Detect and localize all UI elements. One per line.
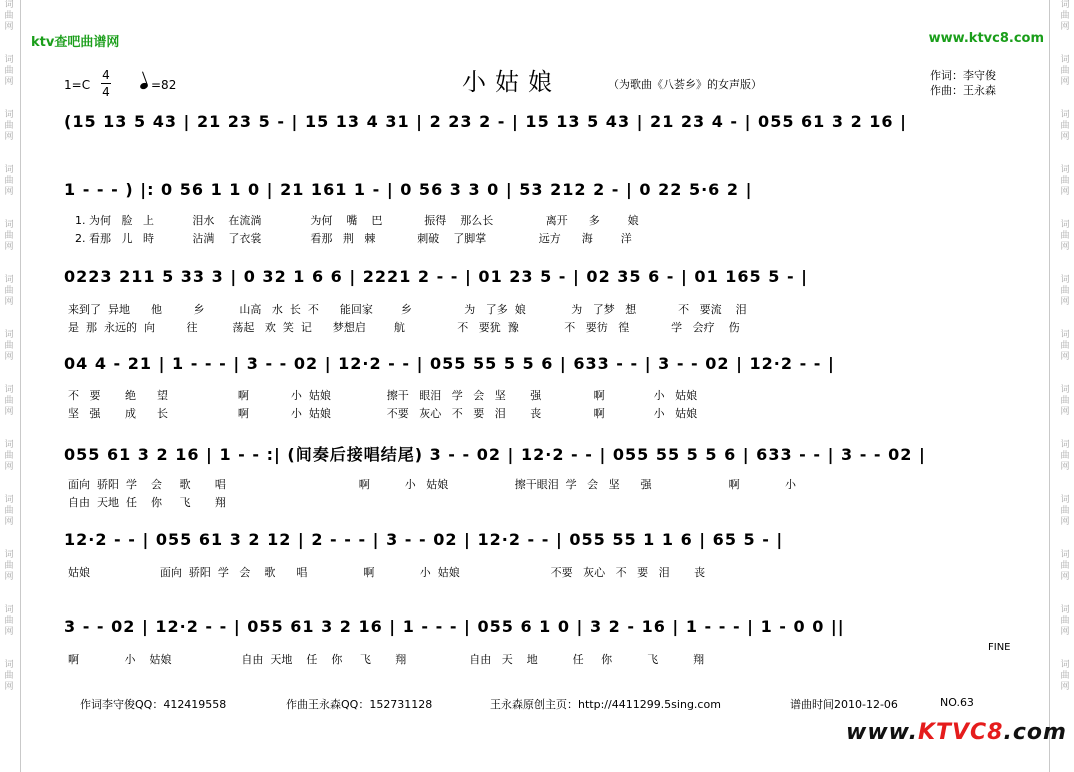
watermark-char: 曲 — [4, 286, 14, 296]
watermark-char: 网 — [1060, 517, 1070, 527]
watermark-char: 网 — [4, 352, 14, 362]
footer-date: 谱曲时间2010-12-06 — [790, 698, 898, 711]
credits — [930, 68, 996, 98]
watermark-char: 网 — [1060, 132, 1070, 142]
watermark-char: 网 — [4, 242, 14, 252]
tempo-marking — [140, 78, 176, 92]
tempo-value: =82 — [151, 78, 177, 92]
score-row-3 — [62, 265, 1006, 334]
notation-line: 1 - - - ) |: 0 56 1 1 0 | 21 161 1 - | 0 56 3 3 0 | 53 212 2 - | 0 22 5·6 2 | — [64, 180, 753, 199]
lyric-line-2: 2. 看那 儿 時 沾满 了衣裳 看那 荆 棘 刺破 了脚掌 远方 海 洋 — [68, 232, 632, 245]
lyric-line-1: 1. 为何 脸 上 泪水 在流淌 为何 嘴 巴 振得 那么长 离开 多 娘 — [68, 214, 639, 227]
song-title: 小姑娘 — [462, 68, 561, 96]
watermark-char: 词 — [4, 220, 14, 230]
footer-homepage[interactable]: 王永森原创主页：http://4411299.5sing.com — [490, 698, 721, 711]
watermark-char: 曲 — [4, 616, 14, 626]
watermark-char: 词 — [4, 440, 14, 450]
time-signature — [101, 68, 111, 99]
watermark-char: 曲 — [4, 561, 14, 571]
quarter-note-icon — [139, 82, 149, 90]
watermark-char: 词 — [4, 605, 14, 615]
watermark-char: 曲 — [1060, 231, 1070, 241]
watermark-char: 网 — [1060, 242, 1070, 252]
watermark-char: 网 — [1060, 77, 1070, 87]
watermark-char: 曲 — [1060, 671, 1070, 681]
watermark-char: 词 — [1060, 605, 1070, 615]
watermark-char: 网 — [1060, 187, 1070, 197]
watermark-char: 曲 — [4, 341, 14, 351]
left-watermark-strip — [2, 0, 16, 715]
right-watermark-strip — [1058, 0, 1072, 715]
watermark-char: 词 — [1060, 220, 1070, 230]
watermark-char: 曲 — [4, 121, 14, 131]
watermark-char: 网 — [1060, 352, 1070, 362]
watermark-char: 网 — [4, 517, 14, 527]
footer-number: NO.63 — [940, 696, 974, 709]
brand-suffix: .com — [1003, 720, 1067, 745]
brand-middle: KTVC8 — [917, 720, 1004, 745]
watermark-char: 曲 — [4, 451, 14, 461]
watermark-char: 词 — [4, 495, 14, 505]
notation-line: 12·2 - - | 055 61 3 2 12 | 2 - - - | 3 - - 02 | 12·2 - - | 055 55 1 1 6 | 65 5 - | — [64, 530, 784, 549]
watermark-char: 网 — [4, 132, 14, 142]
lyric-line-2: 坚 强 成 长 啊 小 姑娘 不要 灰心 不 要 泪 丧 啊 小 姑娘 — [68, 407, 698, 420]
watermark-char: 曲 — [4, 231, 14, 241]
watermark-char: 网 — [4, 297, 14, 307]
footer-lyricist-qq: 作词李守俊QQ：412419558 — [80, 698, 227, 711]
notation-line: (15 13 5 43 | 21 23 5 - | 15 13 4 31 | 2 23 2 - | 15 13 5 43 | 21 23 4 - | 055 61 3 2 16 | — [64, 112, 907, 131]
score-row-2 — [62, 178, 1006, 245]
notation-line: 0223 211 5 33 3 | 0 32 1 6 6 | 2221 2 - - | 01 23 5 - | 02 35 6 - | 01 165 5 - | — [64, 267, 808, 286]
watermark-char: 曲 — [1060, 451, 1070, 461]
site-url-right[interactable]: www.ktvc8.com — [928, 31, 1044, 46]
watermark-char: 网 — [4, 627, 14, 637]
site-name-left[interactable]: ktv查吧曲谱网 — [31, 35, 120, 50]
watermark-char: 曲 — [1060, 11, 1070, 21]
watermark-char: 网 — [4, 187, 14, 197]
notation-line: 04 4 - 21 | 1 - - - | 3 - - 02 | 12·2 - - | 055 55 5 5 6 | 633 - - | 3 - - 02 | 12·2 - - | — [64, 354, 835, 373]
watermark-char: 曲 — [4, 11, 14, 21]
watermark-char: 词 — [1060, 330, 1070, 340]
watermark-char: 词 — [1060, 110, 1070, 120]
watermark-char: 词 — [4, 165, 14, 175]
lyric-line-1: 不 要 绝 望 啊 小 姑娘 擦干 眼泪 学 会 坚 强 啊 小 姑娘 — [68, 389, 698, 402]
watermark-char: 曲 — [4, 506, 14, 516]
watermark-char: 曲 — [1060, 176, 1070, 186]
watermark-char: 网 — [1060, 572, 1070, 582]
watermark-char: 网 — [1060, 407, 1070, 417]
watermark-char: 曲 — [1060, 616, 1070, 626]
watermark-char: 词 — [1060, 660, 1070, 670]
watermark-char: 网 — [4, 572, 14, 582]
lyric-line-1: 来到了 异地 他 乡 山高 水 长 不 能回家 乡 为 了多 娘 为 了梦 想 不 要流 泪 — [68, 303, 747, 316]
lyricist-credit: 作词：李守俊 — [930, 69, 996, 82]
lyric-line-1: 面向 骄阳 学 会 歌 唱 啊 小 姑娘 擦干眼泪 学 会 坚 强 啊 小 — [68, 478, 797, 491]
footer-composer-qq: 作曲王永森QQ：152731128 — [286, 698, 433, 711]
watermark-char: 词 — [4, 330, 14, 340]
watermark-char: 词 — [4, 550, 14, 560]
watermark-char: 曲 — [4, 66, 14, 76]
watermark-char: 曲 — [1060, 561, 1070, 571]
watermark-char: 词 — [4, 0, 14, 10]
watermark-char: 词 — [4, 660, 14, 670]
watermark-char: 词 — [4, 275, 14, 285]
lyric-line-2: 自由 天地 任 你 飞 翔 — [68, 496, 226, 509]
watermark-char: 网 — [4, 77, 14, 87]
brand-prefix: www. — [846, 720, 918, 745]
score-row-1 — [62, 110, 1006, 134]
watermark-char: 词 — [4, 55, 14, 65]
watermark-char: 网 — [1060, 22, 1070, 32]
watermark-char: 曲 — [1060, 341, 1070, 351]
watermark-char: 网 — [4, 407, 14, 417]
score-row-5 — [62, 440, 1006, 509]
time-numerator: 4 — [102, 68, 110, 82]
watermark-char: 词 — [1060, 495, 1070, 505]
watermark-char: 曲 — [4, 396, 14, 406]
watermark-char: 网 — [4, 22, 14, 32]
score-row-4 — [62, 352, 1006, 420]
watermark-char: 曲 — [1060, 121, 1070, 131]
score-row-6 — [62, 528, 1006, 579]
watermark-char: 网 — [1060, 682, 1070, 692]
brand-watermark — [846, 720, 1067, 745]
watermark-char: 词 — [4, 110, 14, 120]
watermark-char: 网 — [4, 682, 14, 692]
watermark-char: 曲 — [1060, 66, 1070, 76]
lyric-line-1: 姑娘 面向 骄阳 学 会 歌 唱 啊 小 姑娘 不要 灰心 不 要 泪 丧 — [68, 566, 706, 579]
watermark-char: 词 — [1060, 440, 1070, 450]
watermark-char: 网 — [1060, 297, 1070, 307]
notation-line: 055 61 3 2 16 | 1 - - :| (间奏后接唱结尾) 3 - - 02 | 12·2 - - | 055 55 5 5 6 | 633 - - | 3 - - 02 | — [64, 445, 926, 464]
watermark-char: 词 — [1060, 385, 1070, 395]
watermark-char: 网 — [1060, 627, 1070, 637]
watermark-char: 曲 — [4, 176, 14, 186]
watermark-char: 曲 — [1060, 286, 1070, 296]
watermark-char: 曲 — [1060, 396, 1070, 406]
watermark-char: 词 — [1060, 0, 1070, 10]
composer-credit: 作曲：王永森 — [930, 84, 996, 97]
key-signature: 1=C — [64, 78, 91, 92]
watermark-char: 词 — [4, 385, 14, 395]
song-subtitle: （为歌曲《八荟乡》的女声版） — [608, 78, 762, 91]
watermark-char: 网 — [4, 462, 14, 472]
watermark-char: 曲 — [4, 671, 14, 681]
watermark-char: 词 — [1060, 55, 1070, 65]
watermark-char: 网 — [1060, 462, 1070, 472]
watermark-char: 词 — [1060, 550, 1070, 560]
lyric-line-2: 是 那 永远的 向 往 荡起 欢 笑 记 梦想启 航 不 要犹 豫 不 要彷 徨 学 会疗 伤 — [68, 321, 740, 334]
watermark-char: 词 — [1060, 275, 1070, 285]
watermark-char: 词 — [1060, 165, 1070, 175]
fine-mark: FINE — [988, 642, 1011, 653]
watermark-char: 曲 — [1060, 506, 1070, 516]
notation-line: 3 - - 02 | 12·2 - - | 055 61 3 2 16 | 1 - - - | 055 6 1 0 | 3 2 - 16 | 1 - - - | 1 - 0 0 || — [64, 617, 845, 636]
time-denominator: 4 — [102, 85, 110, 99]
lyric-line-1: 啊 小 姑娘 自由 天地 任 你 飞 翔 自由 天 地 任 你 飞 翔 — [68, 653, 705, 666]
